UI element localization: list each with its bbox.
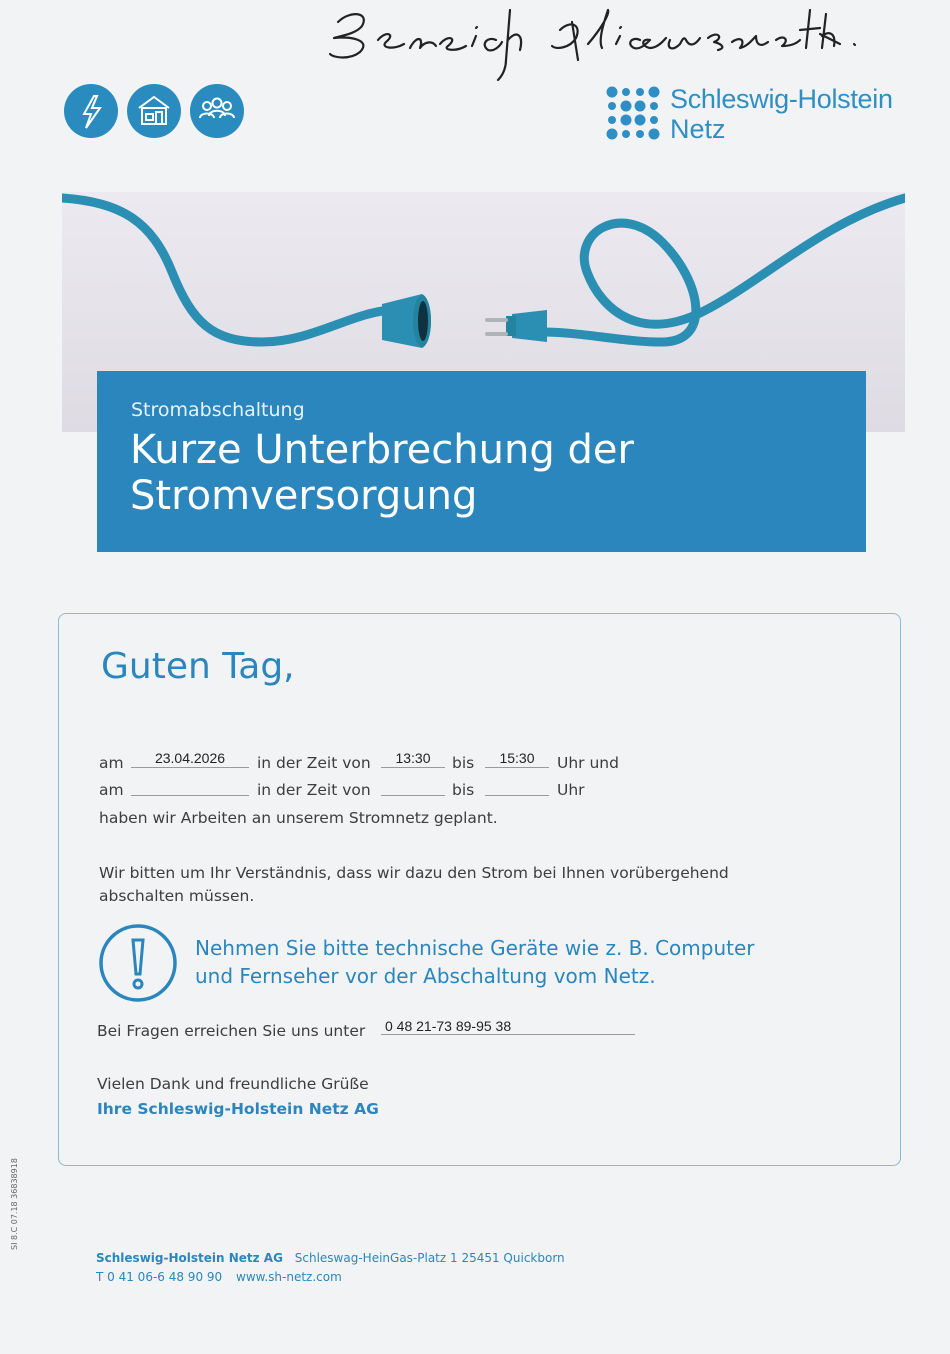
lightning-icon <box>64 84 118 138</box>
row2-zeit-label: in der Zeit von <box>257 781 371 799</box>
people-icon <box>190 84 244 138</box>
banner-kicker: Stromabschaltung <box>131 399 305 421</box>
understanding-paragraph: Wir bitten um Ihr Verständnis, dass wir dazu den Strom bei Ihnen vorübergehend abschalten müssen. <box>99 864 729 905</box>
row2-bis-label: bis <box>452 781 475 799</box>
row1-from-field[interactable]: 13:30 <box>381 749 445 768</box>
row2-suffix: Uhr <box>557 781 585 799</box>
brand-header <box>604 84 924 144</box>
footer-web-link[interactable]: www.sh-netz.com <box>236 1270 342 1284</box>
contact-label: Bei Fragen erreichen Sie uns unter <box>97 1022 366 1040</box>
headline-banner <box>97 371 866 552</box>
row1-am-label: am <box>99 754 124 772</box>
greeting: Guten Tag, <box>101 646 295 687</box>
row1-date-field[interactable]: 23.04.2026 <box>131 749 249 768</box>
row2-to-field[interactable] <box>485 777 549 796</box>
banner-title: Kurze Unterbrechung der Stromversorgung <box>130 427 634 519</box>
contact-phone-field[interactable]: 0 48 21-73 89-95 38 <box>381 1017 635 1035</box>
row2-am-label: am <box>99 781 124 799</box>
brand-name-line2: Netz <box>670 114 726 144</box>
footer-company: Schleswig-Holstein Netz AG <box>96 1251 283 1265</box>
house-icon <box>127 84 181 138</box>
footer-phone: T 0 41 06-6 48 90 90 <box>96 1270 223 1284</box>
closing-text: Vielen Dank und freundliche Grüße <box>97 1075 369 1093</box>
notice-text: Nehmen Sie bitte technische Geräte wie z. B. Computer und Fernseher vor der Abschaltung vom Netz. <box>195 936 755 988</box>
row1-bis-label: bis <box>452 754 475 772</box>
row1-to-field[interactable]: 15:30 <box>485 749 549 768</box>
brand-logo-icon <box>604 84 662 142</box>
footer-company-line <box>96 1251 565 1265</box>
footer-contact-line <box>96 1270 342 1284</box>
row1-zeit-label: in der Zeit von <box>257 754 371 772</box>
signature: Ihre Schleswig-Holstein Netz AG <box>97 1100 379 1118</box>
row1-suffix: Uhr und <box>557 754 619 772</box>
brand-name-line1: Schleswig-Holstein <box>670 84 893 114</box>
row3-text: haben wir Arbeiten an unserem Stromnetz geplant. <box>99 809 498 827</box>
footer-address: Schleswag-HeinGas-Platz 1 25451 Quickborn <box>294 1251 565 1265</box>
row2-from-field[interactable] <box>381 777 445 796</box>
letter-box <box>58 613 901 1166</box>
side-code: SI 8.C 07.18 36838918 <box>10 1158 19 1250</box>
row2-date-field[interactable] <box>131 777 249 796</box>
handwritten-note <box>320 0 900 90</box>
exclamation-icon <box>97 922 179 1004</box>
